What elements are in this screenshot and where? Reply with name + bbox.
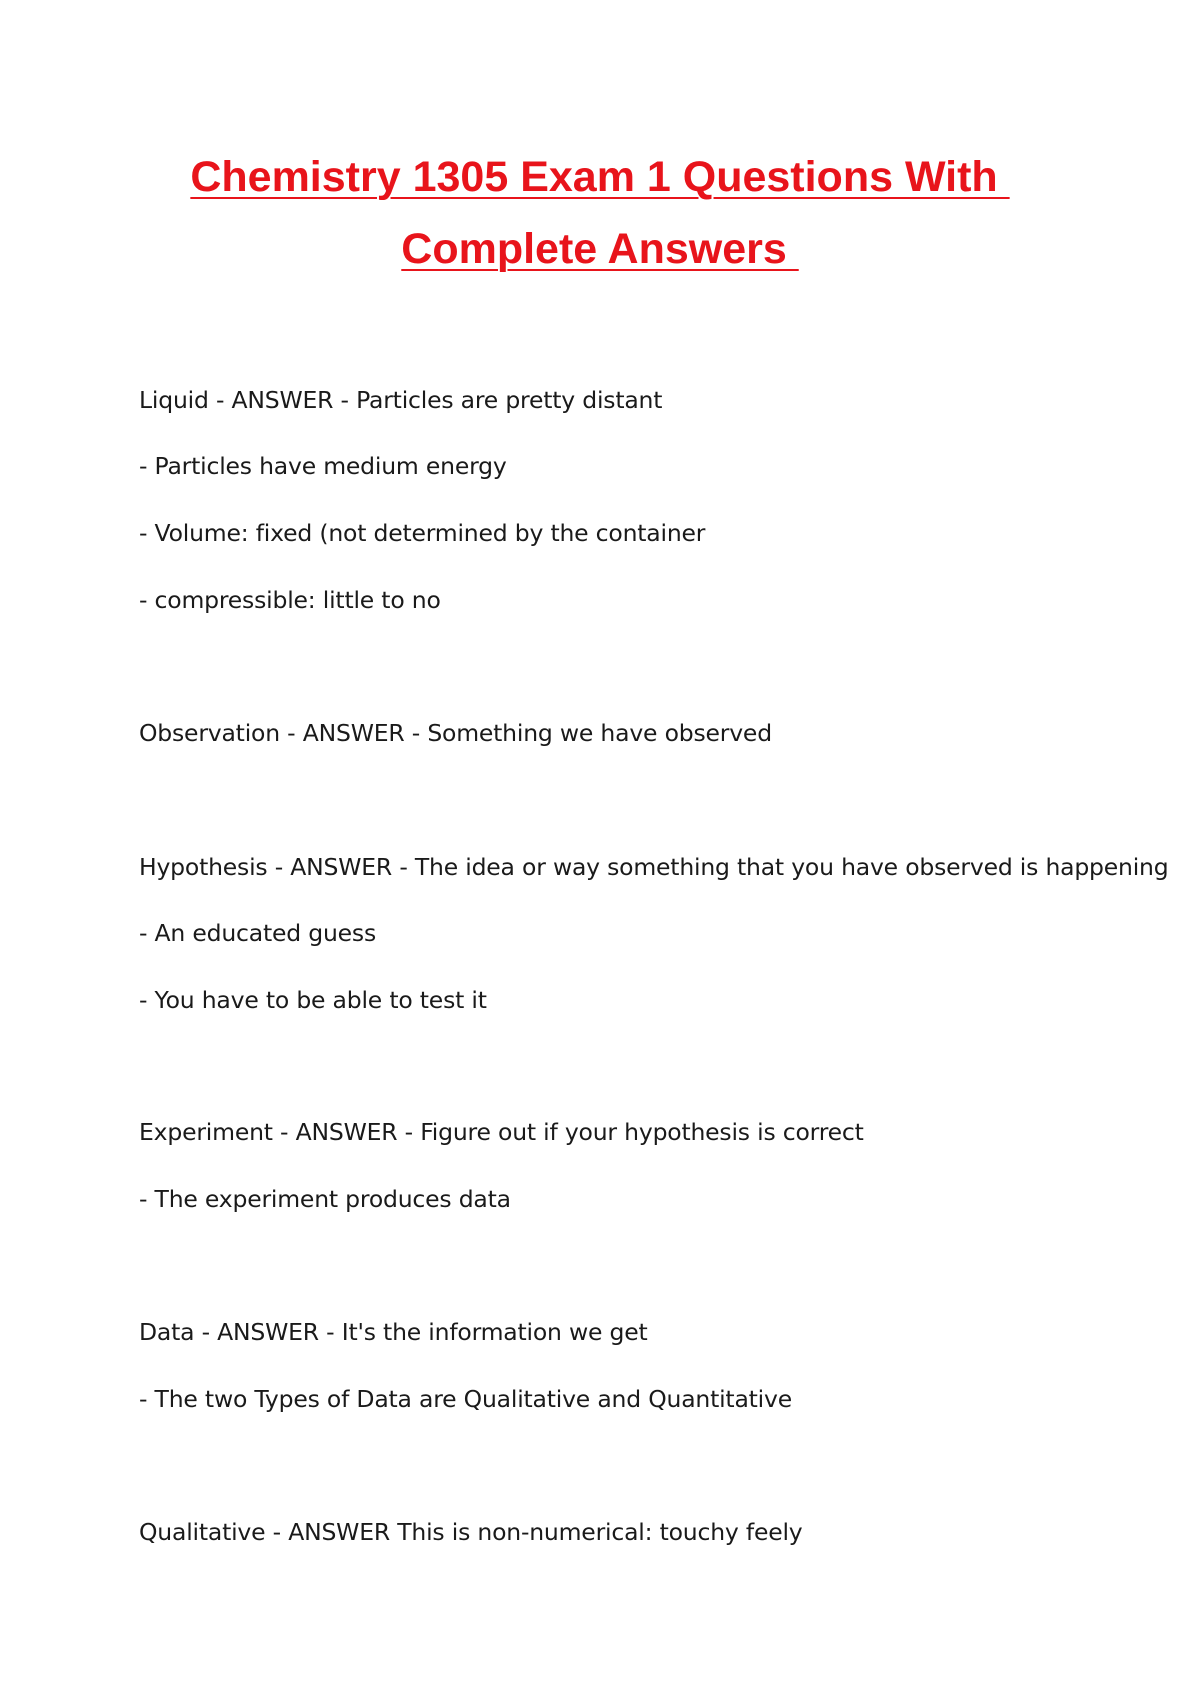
hypothesis-detail-test: - You have to be able to test it bbox=[139, 986, 487, 1014]
qualitative-term-line: Qualitative - ANSWER This is non-numerical: touchy feely bbox=[139, 1518, 803, 1546]
data-detail-types: - The two Types of Data are Qualitative and Quantitative bbox=[139, 1385, 792, 1413]
document-title-line-2: Complete Answers bbox=[401, 225, 799, 273]
liquid-detail-energy: - Particles have medium energy bbox=[139, 452, 507, 480]
liquid-detail-volume: - Volume: fixed (not determined by the container bbox=[139, 519, 706, 547]
data-term-line: Data - ANSWER - It's the information we get bbox=[139, 1318, 648, 1346]
experiment-term-line: Experiment - ANSWER - Figure out if your hypothesis is correct bbox=[139, 1118, 864, 1146]
hypothesis-term-line: Hypothesis - ANSWER - The idea or way something that you have observed is happening bbox=[139, 853, 1169, 881]
observation-term-line: Observation - ANSWER - Something we have observed bbox=[139, 719, 772, 747]
experiment-detail-data: - The experiment produces data bbox=[139, 1185, 511, 1213]
document-title-line-1: Chemistry 1305 Exam 1 Questions With bbox=[190, 153, 1010, 201]
liquid-detail-compressible: - compressible: little to no bbox=[139, 586, 441, 614]
hypothesis-detail-guess: - An educated guess bbox=[139, 919, 376, 947]
liquid-term-line: Liquid - ANSWER - Particles are pretty distant bbox=[139, 386, 663, 414]
